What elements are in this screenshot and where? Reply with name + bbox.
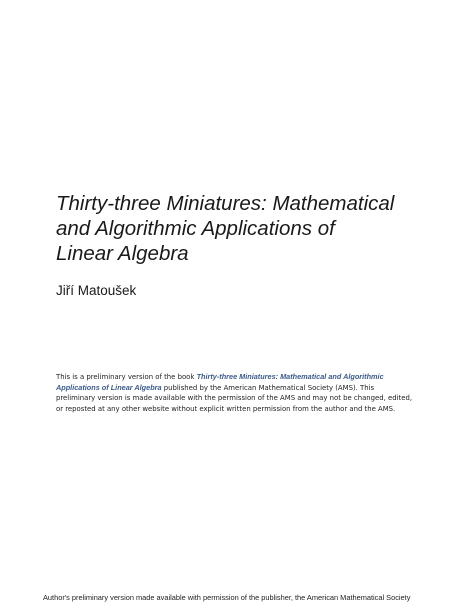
- notice-book-title-part-1: Thirty-three Miniatures: Mathematical and Algorithmic: [196, 372, 384, 381]
- notice-line-2-suffix: published by the American Mathematical Society (AMS). This: [161, 383, 375, 392]
- notice-line-2: [56, 383, 428, 394]
- notice-book-title-part-2: Applications of Linear Algebra: [56, 382, 162, 392]
- book-title-line-3: Linear Algebra: [56, 242, 189, 265]
- notice-line-1-prefix: This is a preliminary version of the book: [56, 373, 197, 381]
- notice-line-1: [56, 372, 428, 383]
- book-title-line-2: and Algorithmic Applications of: [56, 217, 335, 240]
- author-name: Jiří Matoušek: [56, 283, 137, 298]
- page-footer: Author's preliminary version made available with permission of the publisher, the American Mathematical Society: [43, 593, 411, 602]
- notice-line-3: preliminary version is made available with the permission of the AMS and may not be changed, edited,: [56, 394, 413, 403]
- book-title-line-1: Thirty-three Miniatures: Mathematical: [56, 192, 395, 215]
- preliminary-version-notice: [56, 372, 428, 414]
- notice-line-4: or reposted at any other website without explicit written permission from the author and the AMS.: [56, 404, 396, 413]
- book-title: [56, 191, 436, 266]
